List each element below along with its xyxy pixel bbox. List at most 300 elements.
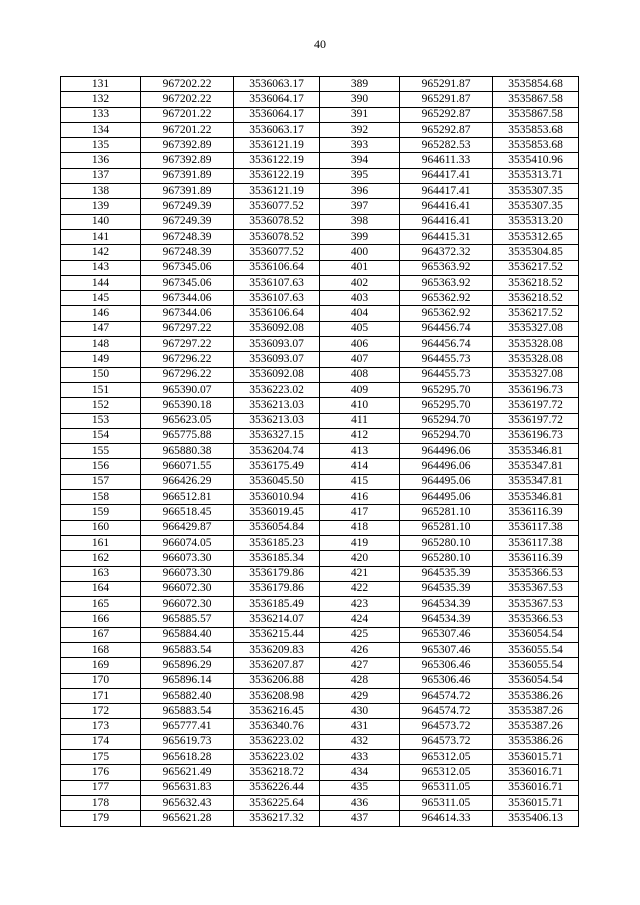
x-coordinate-left: 965390.18	[141, 398, 234, 413]
y-coordinate-left: 3536204.74	[234, 444, 320, 459]
x-coordinate-left: 965632.43	[141, 795, 234, 810]
point-number-right: 400	[320, 245, 400, 260]
y-coordinate-right: 3535313.71	[493, 168, 579, 183]
x-coordinate-right: 965307.46	[400, 627, 493, 642]
x-coordinate-right: 965312.05	[400, 750, 493, 765]
y-coordinate-left: 3536213.03	[234, 398, 320, 413]
point-number-right: 417	[320, 505, 400, 520]
table-row	[61, 352, 579, 367]
point-number-left: 135	[61, 138, 141, 153]
table-row	[61, 520, 579, 535]
point-number-right: 427	[320, 658, 400, 673]
point-number-right: 436	[320, 795, 400, 810]
point-number-left: 153	[61, 413, 141, 428]
y-coordinate-right: 3535367.53	[493, 581, 579, 596]
point-number-right: 405	[320, 321, 400, 336]
y-coordinate-left: 3536216.45	[234, 704, 320, 719]
y-coordinate-left: 3536208.98	[234, 688, 320, 703]
y-coordinate-right: 3536218.52	[493, 291, 579, 306]
x-coordinate-left: 967201.22	[141, 122, 234, 137]
x-coordinate-right: 965362.92	[400, 291, 493, 306]
y-coordinate-left: 3536223.02	[234, 734, 320, 749]
y-coordinate-left: 3536093.07	[234, 337, 320, 352]
table-row	[61, 734, 579, 749]
x-coordinate-left: 967249.39	[141, 199, 234, 214]
x-coordinate-left: 967392.89	[141, 138, 234, 153]
point-number-right: 398	[320, 214, 400, 229]
x-coordinate-left: 966426.29	[141, 474, 234, 489]
coordinates-table-body	[61, 77, 579, 827]
x-coordinate-right: 964496.06	[400, 444, 493, 459]
table-row	[61, 260, 579, 275]
x-coordinate-left: 967344.06	[141, 291, 234, 306]
point-number-right: 420	[320, 551, 400, 566]
x-coordinate-right: 965306.46	[400, 658, 493, 673]
x-coordinate-right: 965291.87	[400, 77, 493, 92]
x-coordinate-right: 965281.10	[400, 520, 493, 535]
point-number-right: 390	[320, 92, 400, 107]
point-number-left: 133	[61, 107, 141, 122]
x-coordinate-right: 964417.41	[400, 184, 493, 199]
y-coordinate-right: 3536116.39	[493, 551, 579, 566]
x-coordinate-right: 965362.92	[400, 306, 493, 321]
point-number-right: 409	[320, 382, 400, 397]
x-coordinate-left: 965896.29	[141, 658, 234, 673]
x-coordinate-right: 964456.74	[400, 337, 493, 352]
x-coordinate-right: 964416.41	[400, 214, 493, 229]
x-coordinate-right: 965292.87	[400, 122, 493, 137]
x-coordinate-right: 964611.33	[400, 153, 493, 168]
y-coordinate-right: 3536015.71	[493, 795, 579, 810]
x-coordinate-left: 967296.22	[141, 367, 234, 382]
x-coordinate-left: 967201.22	[141, 107, 234, 122]
point-number-right: 416	[320, 490, 400, 505]
point-number-left: 171	[61, 688, 141, 703]
x-coordinate-right: 964455.73	[400, 367, 493, 382]
table-row	[61, 367, 579, 382]
point-number-right: 419	[320, 535, 400, 550]
x-coordinate-left: 967249.39	[141, 214, 234, 229]
table-row	[61, 811, 579, 826]
x-coordinate-right: 964495.06	[400, 474, 493, 489]
y-coordinate-right: 3535386.26	[493, 688, 579, 703]
y-coordinate-left: 3536092.08	[234, 367, 320, 382]
y-coordinate-left: 3536213.03	[234, 413, 320, 428]
point-number-left: 178	[61, 795, 141, 810]
x-coordinate-right: 965363.92	[400, 260, 493, 275]
point-number-right: 391	[320, 107, 400, 122]
table-row	[61, 398, 579, 413]
y-coordinate-left: 3536121.19	[234, 138, 320, 153]
point-number-left: 166	[61, 612, 141, 627]
table-row	[61, 184, 579, 199]
x-coordinate-left: 965885.57	[141, 612, 234, 627]
point-number-left: 155	[61, 444, 141, 459]
x-coordinate-left: 965618.28	[141, 750, 234, 765]
y-coordinate-left: 3536121.19	[234, 184, 320, 199]
x-coordinate-right: 965312.05	[400, 765, 493, 780]
x-coordinate-right: 964417.41	[400, 168, 493, 183]
table-row	[61, 612, 579, 627]
y-coordinate-left: 3536206.88	[234, 673, 320, 688]
y-coordinate-right: 3536054.54	[493, 627, 579, 642]
y-coordinate-right: 3535387.26	[493, 719, 579, 734]
x-coordinate-right: 965307.46	[400, 642, 493, 657]
y-coordinate-right: 3535867.58	[493, 92, 579, 107]
point-number-right: 407	[320, 352, 400, 367]
x-coordinate-left: 967391.89	[141, 168, 234, 183]
x-coordinate-left: 967297.22	[141, 337, 234, 352]
y-coordinate-left: 3536226.44	[234, 780, 320, 795]
table-row	[61, 474, 579, 489]
x-coordinate-left: 965896.14	[141, 673, 234, 688]
point-number-right: 434	[320, 765, 400, 780]
y-coordinate-right: 3536197.72	[493, 413, 579, 428]
y-coordinate-left: 3536185.49	[234, 597, 320, 612]
point-number-left: 150	[61, 367, 141, 382]
point-number-left: 148	[61, 337, 141, 352]
x-coordinate-left: 965619.73	[141, 734, 234, 749]
point-number-left: 141	[61, 229, 141, 244]
y-coordinate-right: 3536016.71	[493, 765, 579, 780]
y-coordinate-right: 3536016.71	[493, 780, 579, 795]
point-number-right: 429	[320, 688, 400, 703]
point-number-right: 435	[320, 780, 400, 795]
point-number-left: 172	[61, 704, 141, 719]
point-number-right: 389	[320, 77, 400, 92]
point-number-left: 139	[61, 199, 141, 214]
point-number-left: 154	[61, 428, 141, 443]
coordinates-table	[60, 76, 579, 827]
point-number-left: 156	[61, 459, 141, 474]
table-row	[61, 199, 579, 214]
table-row	[61, 444, 579, 459]
point-number-right: 421	[320, 566, 400, 581]
point-number-left: 160	[61, 520, 141, 535]
point-number-right: 418	[320, 520, 400, 535]
y-coordinate-right: 3535307.35	[493, 184, 579, 199]
y-coordinate-right: 3535387.26	[493, 704, 579, 719]
y-coordinate-right: 3536196.73	[493, 428, 579, 443]
y-coordinate-right: 3536117.38	[493, 535, 579, 550]
x-coordinate-right: 964534.39	[400, 597, 493, 612]
point-number-right: 410	[320, 398, 400, 413]
y-coordinate-left: 3536209.83	[234, 642, 320, 657]
point-number-left: 157	[61, 474, 141, 489]
y-coordinate-right: 3536217.52	[493, 260, 579, 275]
y-coordinate-right: 3535406.13	[493, 811, 579, 826]
y-coordinate-left: 3536063.17	[234, 122, 320, 137]
x-coordinate-left: 967296.22	[141, 352, 234, 367]
x-coordinate-left: 967202.22	[141, 92, 234, 107]
x-coordinate-right: 965280.10	[400, 551, 493, 566]
y-coordinate-left: 3536175.49	[234, 459, 320, 474]
y-coordinate-right: 3535327.08	[493, 367, 579, 382]
point-number-right: 430	[320, 704, 400, 719]
x-coordinate-right: 965282.53	[400, 138, 493, 153]
x-coordinate-right: 964534.39	[400, 612, 493, 627]
table-row	[61, 138, 579, 153]
x-coordinate-right: 964573.72	[400, 734, 493, 749]
x-coordinate-left: 966074.05	[141, 535, 234, 550]
x-coordinate-left: 965883.54	[141, 704, 234, 719]
table-row	[61, 704, 579, 719]
table-row	[61, 765, 579, 780]
point-number-left: 179	[61, 811, 141, 826]
y-coordinate-left: 3536340.76	[234, 719, 320, 734]
table-row	[61, 566, 579, 581]
y-coordinate-right: 3535386.26	[493, 734, 579, 749]
table-row	[61, 153, 579, 168]
point-number-left: 134	[61, 122, 141, 137]
y-coordinate-left: 3536106.64	[234, 306, 320, 321]
table-row	[61, 77, 579, 92]
x-coordinate-right: 964415.31	[400, 229, 493, 244]
y-coordinate-right: 3535313.20	[493, 214, 579, 229]
point-number-left: 143	[61, 260, 141, 275]
x-coordinate-right: 964614.33	[400, 811, 493, 826]
x-coordinate-left: 967248.39	[141, 245, 234, 260]
point-number-right: 422	[320, 581, 400, 596]
y-coordinate-left: 3536064.17	[234, 92, 320, 107]
point-number-right: 412	[320, 428, 400, 443]
y-coordinate-left: 3536093.07	[234, 352, 320, 367]
x-coordinate-left: 966072.30	[141, 581, 234, 596]
x-coordinate-right: 964455.73	[400, 352, 493, 367]
point-number-left: 176	[61, 765, 141, 780]
y-coordinate-right: 3535346.81	[493, 444, 579, 459]
y-coordinate-left: 3536045.50	[234, 474, 320, 489]
x-coordinate-left: 967202.22	[141, 77, 234, 92]
x-coordinate-left: 966073.30	[141, 566, 234, 581]
point-number-right: 401	[320, 260, 400, 275]
point-number-right: 424	[320, 612, 400, 627]
y-coordinate-right: 3535867.58	[493, 107, 579, 122]
point-number-left: 161	[61, 535, 141, 550]
x-coordinate-right: 965280.10	[400, 535, 493, 550]
y-coordinate-left: 3536122.19	[234, 153, 320, 168]
x-coordinate-left: 965621.28	[141, 811, 234, 826]
point-number-left: 152	[61, 398, 141, 413]
y-coordinate-left: 3536077.52	[234, 245, 320, 260]
y-coordinate-right: 3536015.71	[493, 750, 579, 765]
x-coordinate-left: 966073.30	[141, 551, 234, 566]
x-coordinate-left: 966512.81	[141, 490, 234, 505]
x-coordinate-right: 964456.74	[400, 321, 493, 336]
x-coordinate-right: 964535.39	[400, 566, 493, 581]
x-coordinate-right: 965363.92	[400, 275, 493, 290]
table-row	[61, 168, 579, 183]
x-coordinate-right: 965292.87	[400, 107, 493, 122]
point-number-left: 149	[61, 352, 141, 367]
x-coordinate-left: 965775.88	[141, 428, 234, 443]
x-coordinate-left: 967391.89	[141, 184, 234, 199]
y-coordinate-right: 3535410.96	[493, 153, 579, 168]
point-number-left: 175	[61, 750, 141, 765]
y-coordinate-right: 3536055.54	[493, 658, 579, 673]
y-coordinate-right: 3535304.85	[493, 245, 579, 260]
point-number-left: 144	[61, 275, 141, 290]
point-number-left: 164	[61, 581, 141, 596]
table-row	[61, 428, 579, 443]
y-coordinate-left: 3536077.52	[234, 199, 320, 214]
table-row	[61, 780, 579, 795]
x-coordinate-left: 965623.05	[141, 413, 234, 428]
y-coordinate-left: 3536107.63	[234, 275, 320, 290]
table-row	[61, 597, 579, 612]
point-number-left: 131	[61, 77, 141, 92]
y-coordinate-right: 3536196.73	[493, 382, 579, 397]
x-coordinate-left: 967344.06	[141, 306, 234, 321]
point-number-left: 158	[61, 490, 141, 505]
y-coordinate-left: 3536218.72	[234, 765, 320, 780]
x-coordinate-left: 965883.54	[141, 642, 234, 657]
table-row	[61, 795, 579, 810]
x-coordinate-left: 966072.30	[141, 597, 234, 612]
y-coordinate-right: 3536054.54	[493, 673, 579, 688]
point-number-left: 165	[61, 597, 141, 612]
point-number-right: 403	[320, 291, 400, 306]
y-coordinate-right: 3536117.38	[493, 520, 579, 535]
y-coordinate-right: 3535347.81	[493, 459, 579, 474]
table-row	[61, 535, 579, 550]
y-coordinate-right: 3536055.54	[493, 642, 579, 657]
y-coordinate-left: 3536078.52	[234, 214, 320, 229]
y-coordinate-left: 3536078.52	[234, 229, 320, 244]
x-coordinate-right: 965294.70	[400, 428, 493, 443]
point-number-right: 408	[320, 367, 400, 382]
table-row	[61, 627, 579, 642]
point-number-right: 393	[320, 138, 400, 153]
x-coordinate-left: 965882.40	[141, 688, 234, 703]
y-coordinate-left: 3536215.44	[234, 627, 320, 642]
point-number-right: 432	[320, 734, 400, 749]
point-number-left: 167	[61, 627, 141, 642]
x-coordinate-right: 965295.70	[400, 382, 493, 397]
table-row	[61, 505, 579, 520]
table-row	[61, 122, 579, 137]
y-coordinate-left: 3536064.17	[234, 107, 320, 122]
table-row	[61, 275, 579, 290]
table-row	[61, 688, 579, 703]
point-number-right: 423	[320, 597, 400, 612]
x-coordinate-right: 964573.72	[400, 719, 493, 734]
y-coordinate-left: 3536217.32	[234, 811, 320, 826]
table-row	[61, 459, 579, 474]
x-coordinate-left: 965777.41	[141, 719, 234, 734]
y-coordinate-right: 3535346.81	[493, 490, 579, 505]
point-number-right: 433	[320, 750, 400, 765]
y-coordinate-left: 3536179.86	[234, 566, 320, 581]
point-number-left: 174	[61, 734, 141, 749]
y-coordinate-left: 3536185.23	[234, 535, 320, 550]
table-row	[61, 551, 579, 566]
point-number-left: 151	[61, 382, 141, 397]
y-coordinate-left: 3536214.07	[234, 612, 320, 627]
y-coordinate-left: 3536207.87	[234, 658, 320, 673]
point-number-right: 413	[320, 444, 400, 459]
x-coordinate-right: 964535.39	[400, 581, 493, 596]
point-number-left: 159	[61, 505, 141, 520]
x-coordinate-right: 964574.72	[400, 688, 493, 703]
y-coordinate-right: 3535367.53	[493, 597, 579, 612]
point-number-left: 168	[61, 642, 141, 657]
x-coordinate-right: 965306.46	[400, 673, 493, 688]
table-row	[61, 229, 579, 244]
point-number-left: 147	[61, 321, 141, 336]
y-coordinate-left: 3536122.19	[234, 168, 320, 183]
table-row	[61, 750, 579, 765]
x-coordinate-left: 965880.38	[141, 444, 234, 459]
point-number-left: 145	[61, 291, 141, 306]
point-number-left: 140	[61, 214, 141, 229]
x-coordinate-left: 967248.39	[141, 229, 234, 244]
point-number-right: 426	[320, 642, 400, 657]
x-coordinate-left: 967392.89	[141, 153, 234, 168]
point-number-right: 428	[320, 673, 400, 688]
x-coordinate-right: 965311.05	[400, 795, 493, 810]
table-row	[61, 382, 579, 397]
y-coordinate-left: 3536185.34	[234, 551, 320, 566]
point-number-left: 177	[61, 780, 141, 795]
point-number-left: 146	[61, 306, 141, 321]
x-coordinate-left: 965621.49	[141, 765, 234, 780]
point-number-right: 399	[320, 229, 400, 244]
x-coordinate-left: 966429.87	[141, 520, 234, 535]
point-number-left: 163	[61, 566, 141, 581]
point-number-right: 437	[320, 811, 400, 826]
point-number-left: 169	[61, 658, 141, 673]
point-number-right: 406	[320, 337, 400, 352]
x-coordinate-right: 964496.06	[400, 459, 493, 474]
x-coordinate-right: 965281.10	[400, 505, 493, 520]
y-coordinate-right: 3535854.68	[493, 77, 579, 92]
table-row	[61, 413, 579, 428]
x-coordinate-left: 965390.07	[141, 382, 234, 397]
point-number-right: 394	[320, 153, 400, 168]
point-number-right: 396	[320, 184, 400, 199]
x-coordinate-left: 967297.22	[141, 321, 234, 336]
y-coordinate-left: 3536179.86	[234, 581, 320, 596]
point-number-right: 414	[320, 459, 400, 474]
point-number-left: 138	[61, 184, 141, 199]
table-row	[61, 107, 579, 122]
table-row	[61, 337, 579, 352]
y-coordinate-right: 3535328.08	[493, 352, 579, 367]
x-coordinate-left: 966518.45	[141, 505, 234, 520]
x-coordinate-right: 964372.32	[400, 245, 493, 260]
point-number-left: 173	[61, 719, 141, 734]
table-row	[61, 291, 579, 306]
table-row	[61, 673, 579, 688]
y-coordinate-left: 3536106.64	[234, 260, 320, 275]
point-number-left: 142	[61, 245, 141, 260]
y-coordinate-right: 3535327.08	[493, 321, 579, 336]
table-row	[61, 490, 579, 505]
x-coordinate-right: 965291.87	[400, 92, 493, 107]
x-coordinate-left: 965631.83	[141, 780, 234, 795]
table-row	[61, 719, 579, 734]
table-row	[61, 92, 579, 107]
table-row	[61, 306, 579, 321]
point-number-right: 395	[320, 168, 400, 183]
point-number-right: 404	[320, 306, 400, 321]
table-row	[61, 321, 579, 336]
y-coordinate-left: 3536327.15	[234, 428, 320, 443]
point-number-left: 136	[61, 153, 141, 168]
y-coordinate-left: 3536223.02	[234, 382, 320, 397]
y-coordinate-right: 3535347.81	[493, 474, 579, 489]
